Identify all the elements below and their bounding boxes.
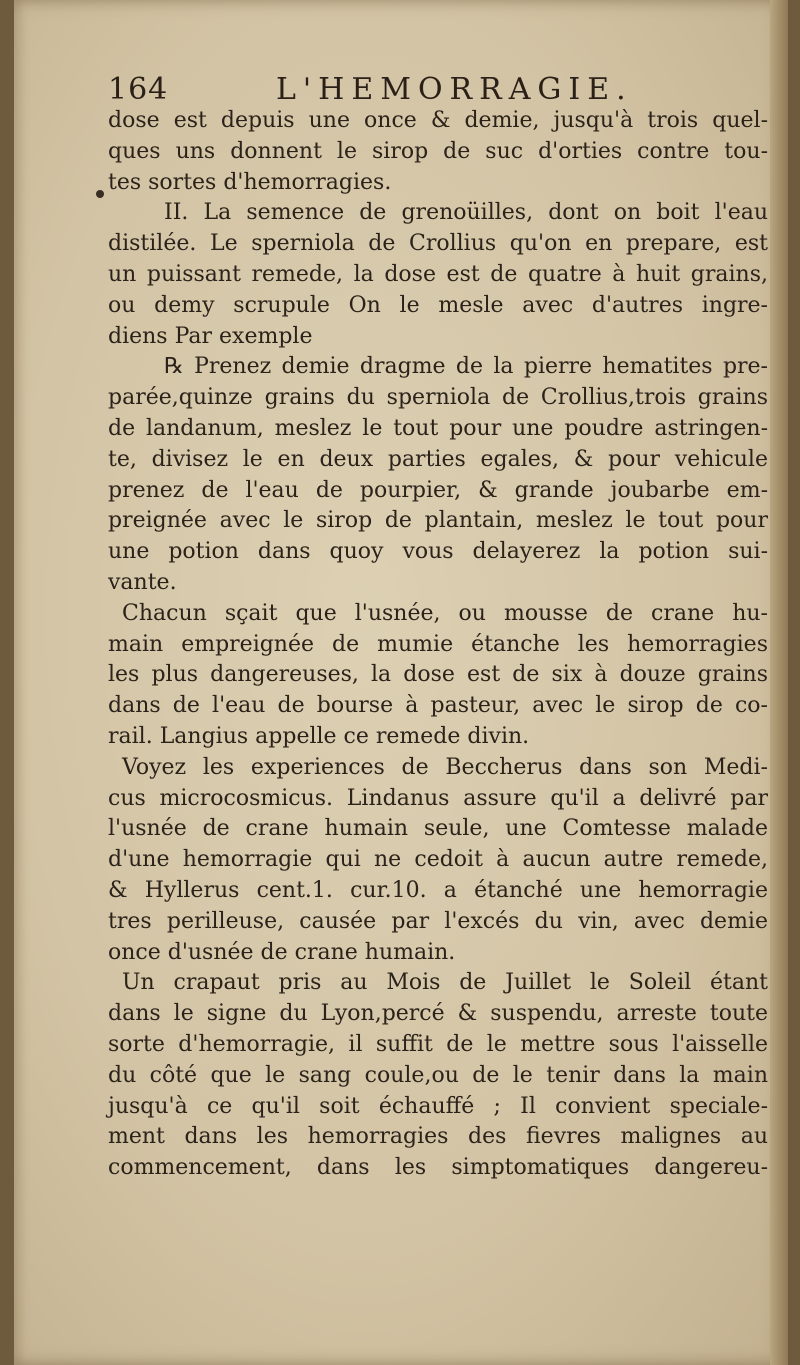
- text-line: rail. Langius appelle ce remede divin.: [108, 723, 530, 749]
- text-line: vante.: [108, 569, 177, 595]
- text-line: commencement, dans les simptomatiques dangereu-: [108, 1155, 768, 1181]
- text-line: ment dans les hemorragies des fievres malignes au: [108, 1124, 768, 1150]
- text-line: Voyez les experiences de Beccherus dans son Medi-: [122, 754, 768, 780]
- text-line: de landanum, meslez le tout pour une poudre astringen-: [108, 415, 768, 441]
- text-line: Un crapaut pris au Mois de Juillet le Soleil étant: [122, 970, 768, 996]
- text-line: ou demy scrupule On le mesle avec d'autres ingre-: [108, 292, 768, 318]
- text-line: d'une hemorragie qui ne cedoit à aucun autre remede,: [108, 847, 768, 873]
- text-line: dans le signe du Lyon,percé & suspendu, arreste toute: [108, 1001, 768, 1027]
- text-line: tes sortes d'hemorragies.: [108, 169, 392, 195]
- running-title: L'HEMORRAGIE.: [276, 72, 633, 107]
- text-line: ℞ Prenez demie dragme de la pierre hematites pre-: [164, 354, 768, 380]
- text-line: les plus dangereuses, la dose est de six à douze grains: [108, 662, 768, 688]
- text-line: Chacun sçait que l'usnée, ou mousse de crane hu-: [122, 600, 768, 626]
- margin-bullet: [96, 190, 104, 198]
- text-line: dans de l'eau de bourse à pasteur, avec le sirop de co-: [108, 693, 768, 719]
- text-line: ques uns donnent le sirop de suc d'orties contre tou-: [108, 138, 768, 164]
- text-line: distilée. Le sperniola de Crollius qu'on en prepare, est: [108, 231, 768, 257]
- text-line: & Hyllerus cent.1. cur.10. a étanché une hemorragie: [108, 877, 768, 903]
- text-line: une potion dans quoy vous delayerez la potion sui-: [108, 539, 768, 565]
- text-line: main empreignée de mumie étanche les hemorragies: [108, 631, 768, 657]
- text-line: once d'usnée de crane humain.: [108, 939, 456, 965]
- text-line: l'usnée de crane humain seule, une Comtesse malade: [108, 816, 768, 842]
- text-line: sorte d'hemorragie, il suffit de le mettre sous l'aisselle: [108, 1031, 768, 1057]
- page-number: 164: [108, 72, 169, 107]
- text-line: parée,quinze grains du sperniola de Crollius,trois grains: [108, 385, 768, 411]
- text-line: prenez de l'eau de pourpier, & grande joubarbe em-: [108, 477, 768, 503]
- page-gutter: [770, 0, 788, 1365]
- text-line: II. La semence de grenoüilles, dont on boit l'eau: [164, 200, 768, 226]
- text-line: jusqu'à ce qu'il soit échauffé ; Il convient speciale-: [108, 1093, 768, 1119]
- text-line: cus microcosmicus. Lindanus assure qu'il a delivré par: [108, 785, 768, 811]
- text-line: dose est depuis une once & demie, jusqu'à trois quel-: [108, 108, 768, 133]
- body-text: [108, 106, 768, 1184]
- text-line: diens Par exemple: [108, 323, 313, 349]
- text-line: du côté que le sang coule,ou de le tenir dans la main: [108, 1062, 768, 1088]
- text-line: preignée avec le sirop de plantain, meslez le tout pour: [108, 508, 768, 534]
- text-line: un puissant remede, la dose est de quatre à huit grains,: [108, 261, 768, 287]
- text-line: te, divisez le en deux parties egales, & pour vehicule: [108, 446, 768, 472]
- text-line: tres perilleuse, causée par l'excés du vin, avec demie: [108, 908, 768, 934]
